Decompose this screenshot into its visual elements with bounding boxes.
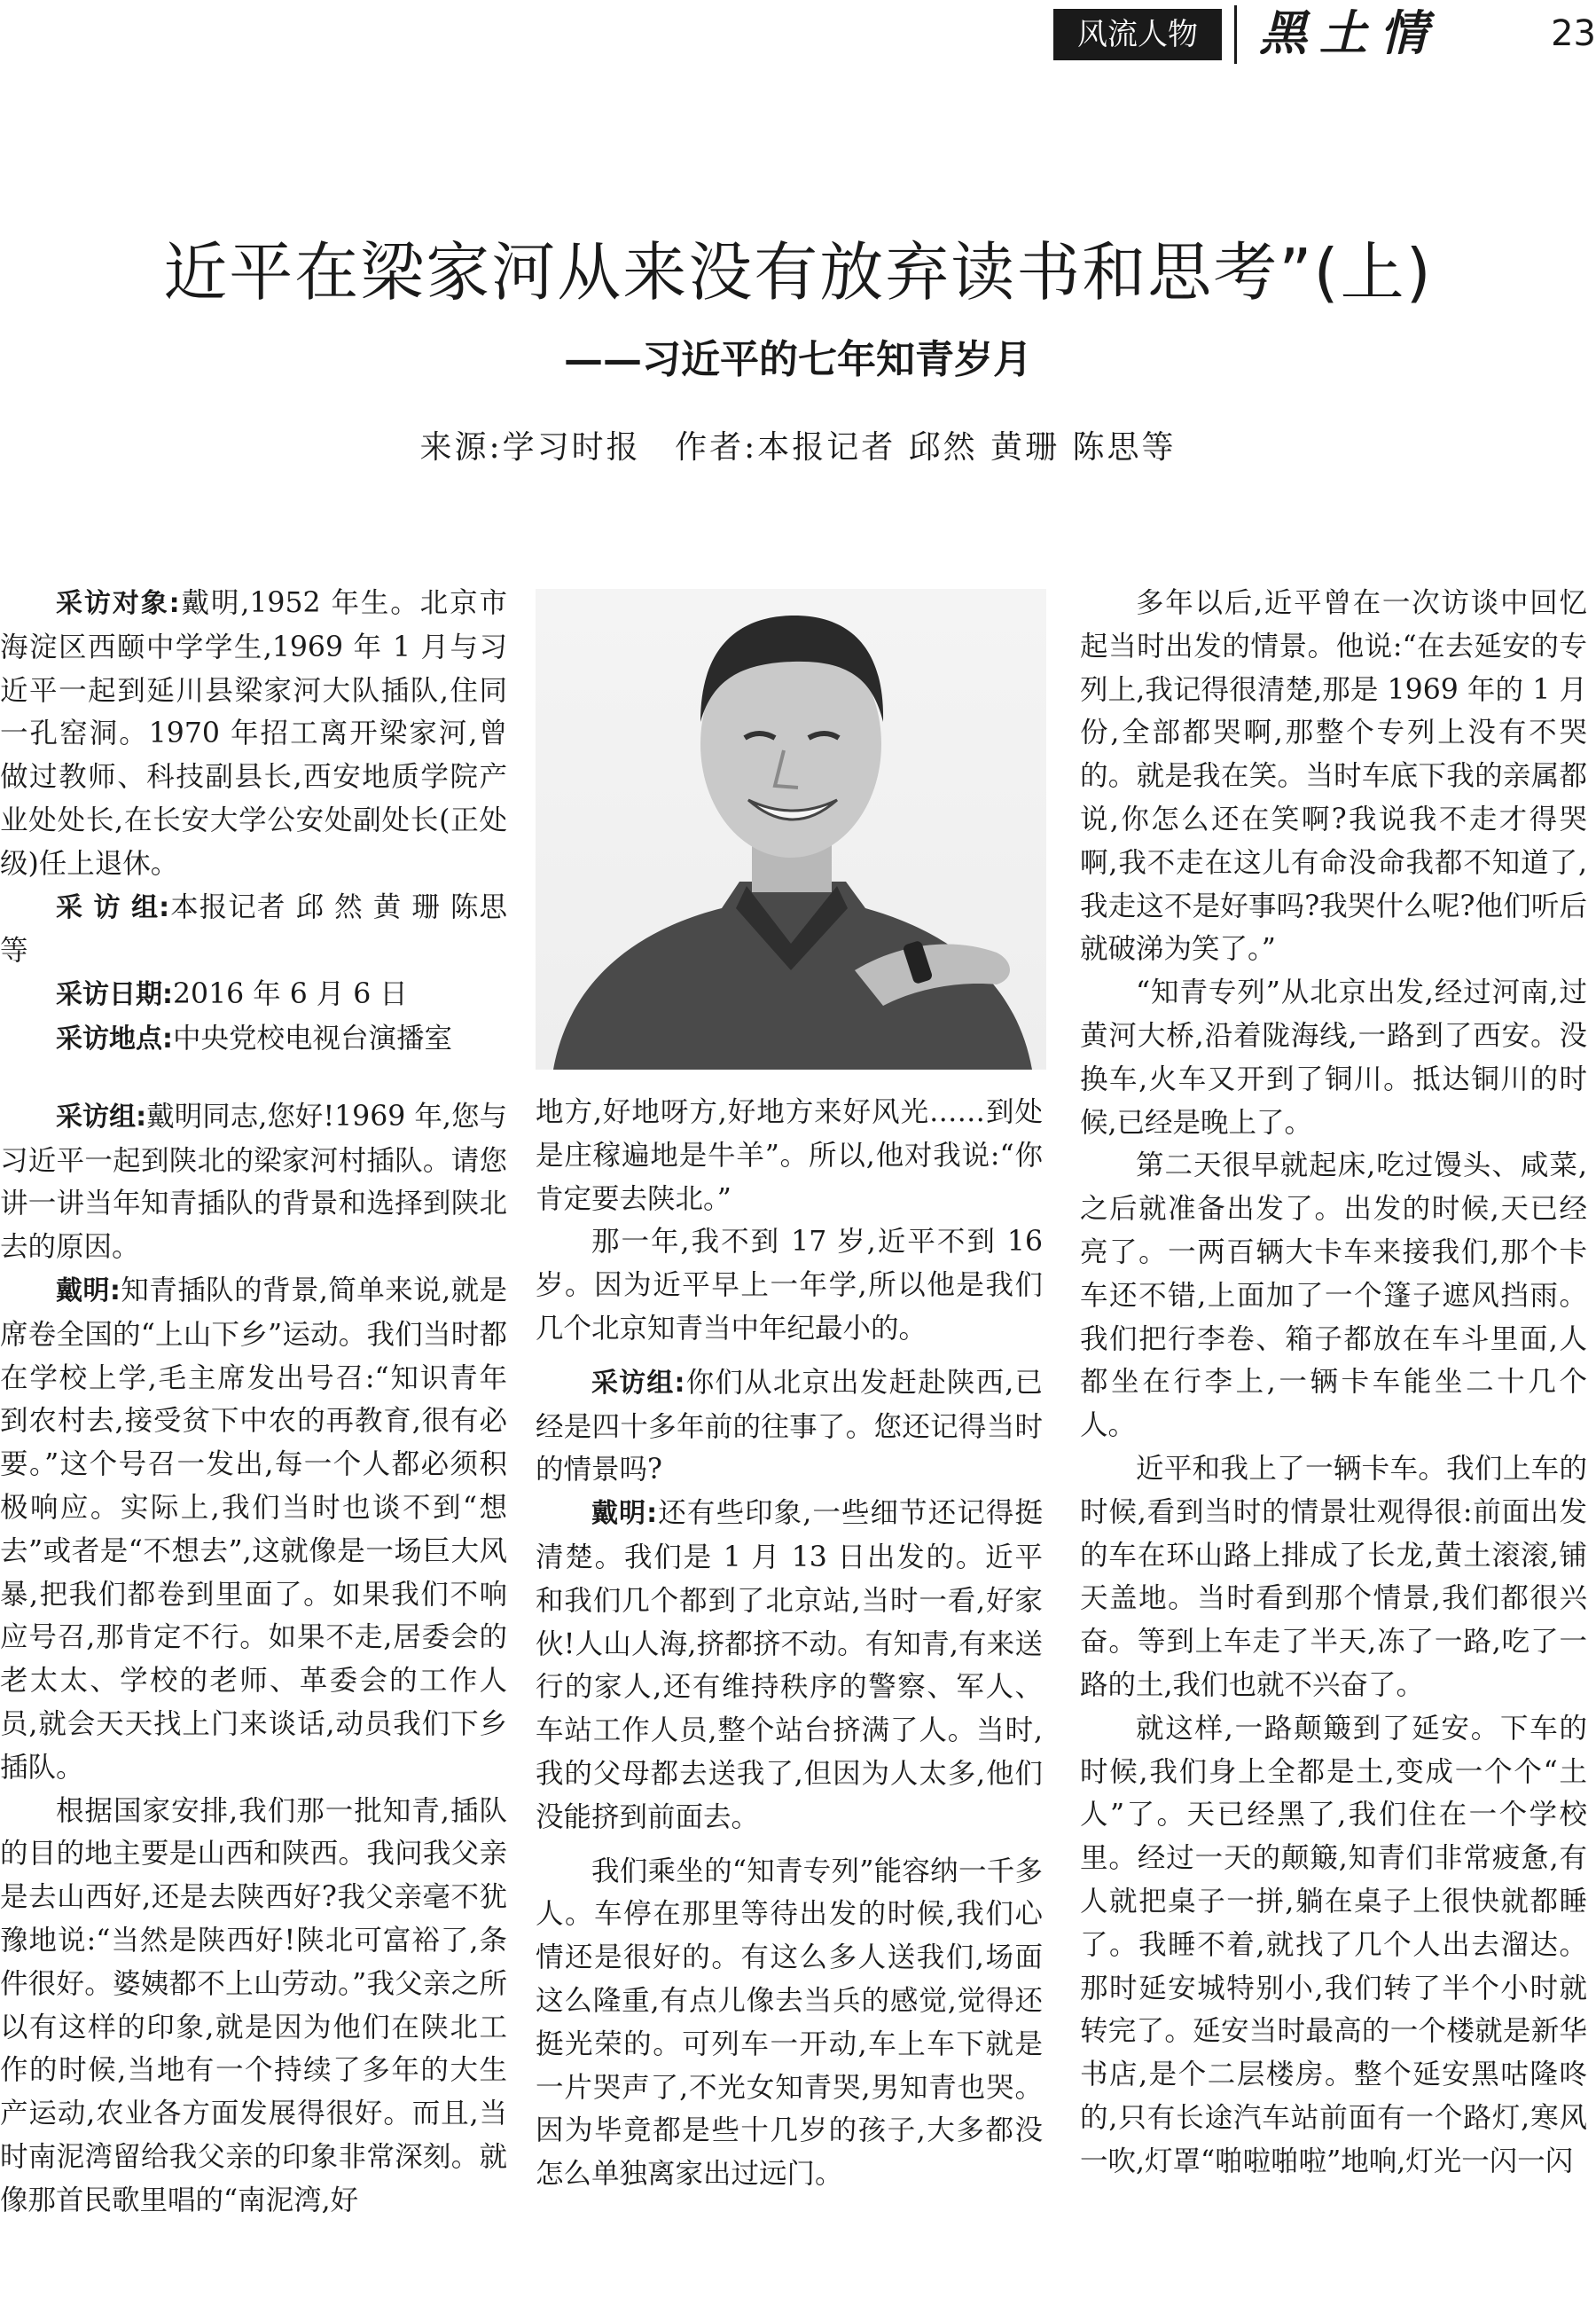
paragraph [536,1492,1043,1839]
paragraph [0,1790,507,2223]
byline [0,424,1596,472]
middle-column [536,1091,1043,2196]
speaker-label: 采访组: [591,1367,685,1399]
interview-group-text: 本报记者 邱 然 黄 珊 陈思 等 [0,890,507,968]
interview-date-text: 2016 年 6 月 6 日 [173,978,408,1011]
paragraph-text: 地方,好地呀方,好地方来好风光……到处是庄稼遍地是牛羊”。所以,他对我说:“你肯定要去陕北。” [536,1096,1043,1215]
paragraph [1080,971,1587,1144]
paragraph-text: “知青专列”从北京出发,经过河南,过黄河大桥,沿着陇海线,一路到了西安。没换车,火车又开到了铜川。抵达铜川的时候,已经是晚上了。 [1080,976,1587,1139]
interview-info [0,582,507,1062]
paragraph [1080,582,1587,971]
interview-group [0,886,507,974]
paragraph [536,1850,1043,2196]
speaker-label: 戴明: [56,1274,121,1306]
paragraph [0,1095,507,1269]
paragraph-text: 还有些印象,一些细节还记得挺清楚。我们是 1 月 13 日出发的。近平和我们几个都到了北京站,当时一看,好家伙!人山人海,挤都挤不动。有知青,有来送行的家人,还有维持秩序的警察、军人、车站工作人员,整个站台挤满了人。当时,我的父母都去送我了,但因为人太多,他们没能挤到前面去。 [536,1497,1044,1833]
page-header [0,0,1596,71]
paragraph [536,1091,1043,1220]
paragraph-text: 近平和我上了一辆卡车。我们上车的时候,看到当时的情景壮观得很:前面出发的车在环山路上排成了长龙,黄土滚滚,铺天盖地。当时看到那个情景,我们都很兴奋。等到上车走了半天,冻了一路,吃了一路的土,我们也就不兴奋了。 [1080,1452,1587,1701]
byline-author: 作者:本报记者 邱然 黄珊 陈思等 [675,429,1177,466]
interview-date-label: 采访日期: [56,979,173,1011]
article-title: 近平在梁家河从来没有放弃读书和思考”(上) [163,235,1433,310]
paragraph [1080,1144,1587,1447]
paragraph [1080,1707,1587,2184]
left-column [0,582,507,2222]
interview-subject [0,582,507,886]
speaker-label: 采访组: [56,1101,147,1133]
interview-group-label: 采 访 组: [56,891,170,923]
portrait-photo [536,589,1046,1070]
paragraph-text: 那一年,我不到 17 岁,近平不到 16 岁。因为近平早上一年学,所以他是我们几个北京知青当中年纪最小的。 [536,1226,1043,1345]
paragraph-text: 第二天很早就起床,吃过馒头、咸菜,之后就准备出发了。出发的时候,天已经亮了。一两百辆大卡车来接我们,那个卡车还不错,上面加了一个篷子遮风挡雨。我们把行李卷、箱子都放在车斗里面,人都坐在行李上,一辆卡车能坐二十几个人。 [1080,1149,1587,1442]
paragraph-text: 知青插队的背景,简单来说,就是席卷全国的“上山下乡”运动。我们当时都在学校上学,毛主席发出号召:“知识青年到农村去,接受贫下中农的再教育,很有必要。”这个号召一发出,每一个人都必须积极响应。实际上,我们当时也谈不到“想去”或者是“不想去”,这就像是一场巨大风暴,把我们都卷到里面了。如果我们不响应号召,那肯定不行。如果不走,居委会的老太太、学校的老师、革委会的工作人员,就会天天找上门来谈话,动员我们下乡插队。 [0,1274,508,1784]
paragraph-text: 根据国家安排,我们那一批知青,插队的目的地主要是山西和陕西。我问我父亲是去山西好,还是去陕西好?我父亲毫不犹豫地说:“当然是陕西好!陕北可富裕了,条件很好。婆姨都不上山劳动。”我父亲之所以有这样的印象,就是因为他们在陕北工作的时候,当地有一个持续了多年的大生产运动,农业各方面发展得很好。而且,当时南泥湾留给我父亲的印象非常深刻。就像那首民歌里唱的“南泥湾,好 [0,1794,507,2216]
paragraph-text: 你们从北京出发赶赴陕西,已经是四十多年前的往事了。您还记得当时的情景吗? [536,1366,1044,1486]
interview-subject-text: 戴明,1952 年生。北京市海淀区西颐中学学生,1969 年 1 月与习近平一起到延川县梁家河大队插队,住同一孔窑洞。1970 年招工离开梁家河,曾做过教师、科技副县长,西安地质学院产业处处长,在长安大学公安处副处长(正处级)任上退休。 [0,587,507,880]
speaker-label: 戴明: [591,1498,658,1530]
paragraph [536,1361,1043,1492]
article-subtitle: ——习近平的七年知青岁月 [564,337,1032,382]
portrait-icon [536,589,1046,1070]
paragraph-text: 我们乘坐的“知青专列”能容纳一千多人。车停在那里等待出发的时候,我们心情还是很好的。有这么多人送我们,场面这么隆重,有点儿像去当兵的感觉,觉得还挺光荣的。可列车一开动,车上车下就是一片哭声了,不光女知青哭,男知青也哭。因为毕竟都是些十几岁的孩子,大多都没怎么单独离家出过远门。 [536,1855,1043,2191]
paragraph-text: 戴明同志,您好!1969 年,您与习近平一起到陕北的梁家河村插队。请您讲一讲当年知青插队的背景和选择到陕北去的原因。 [0,1100,507,1264]
interview-subject-label: 采访对象: [56,588,180,619]
masthead-logo: 黑土情 [1259,4,1440,61]
interview-place-text: 中央党校电视台演播室 [173,1022,453,1055]
paragraph [0,1269,507,1790]
byline-source: 来源:学习时报 [419,429,641,466]
page-number: 23 [1551,13,1596,54]
interview-place [0,1017,507,1062]
right-column [1080,582,1587,2183]
interview-place-label: 采访地点: [56,1023,173,1055]
paragraph [536,1220,1043,1350]
paragraph-text: 就这样,一路颠簸到了延安。下车的时候,我们身上全都是土,变成一个个“土人”了。天已经黑了,我们住在一个学校里。经过一天的颠簸,知青们非常疲惫,有人就把桌子一拼,躺在桌子上很快就都睡了。我睡不着,就找了几个人出去溜达。那时延安城特别小,我们转了半个小时就转完了。延安当时最高的一个楼就是新华书店,是个二层楼房。整个延安黑咕隆咚的,只有长途汽车站前面有一个路灯,寒风一吹,灯罩“啪啦啪啦”地响,灯光一闪一闪 [1080,1712,1587,2177]
section-tag: 风流人物 [1053,9,1222,60]
paragraph-text: 多年以后,近平曾在一次访谈中回忆起当时出发的情景。他说:“在去延安的专列上,我记得很清楚,那是 1969 年的 1 月份,全部都哭啊,那整个专列上没有不哭的。就是我在笑。当时车底下我的亲属都说,你怎么还在笑啊?我说我不走才得哭啊,我不走在这儿有命没命我都不知道了,我走这不是好事吗?我哭什么呢?他们听后就破涕为笑了。” [1080,587,1587,966]
header-divider [1234,5,1237,64]
interview-date [0,973,507,1017]
paragraph [1080,1447,1587,1707]
